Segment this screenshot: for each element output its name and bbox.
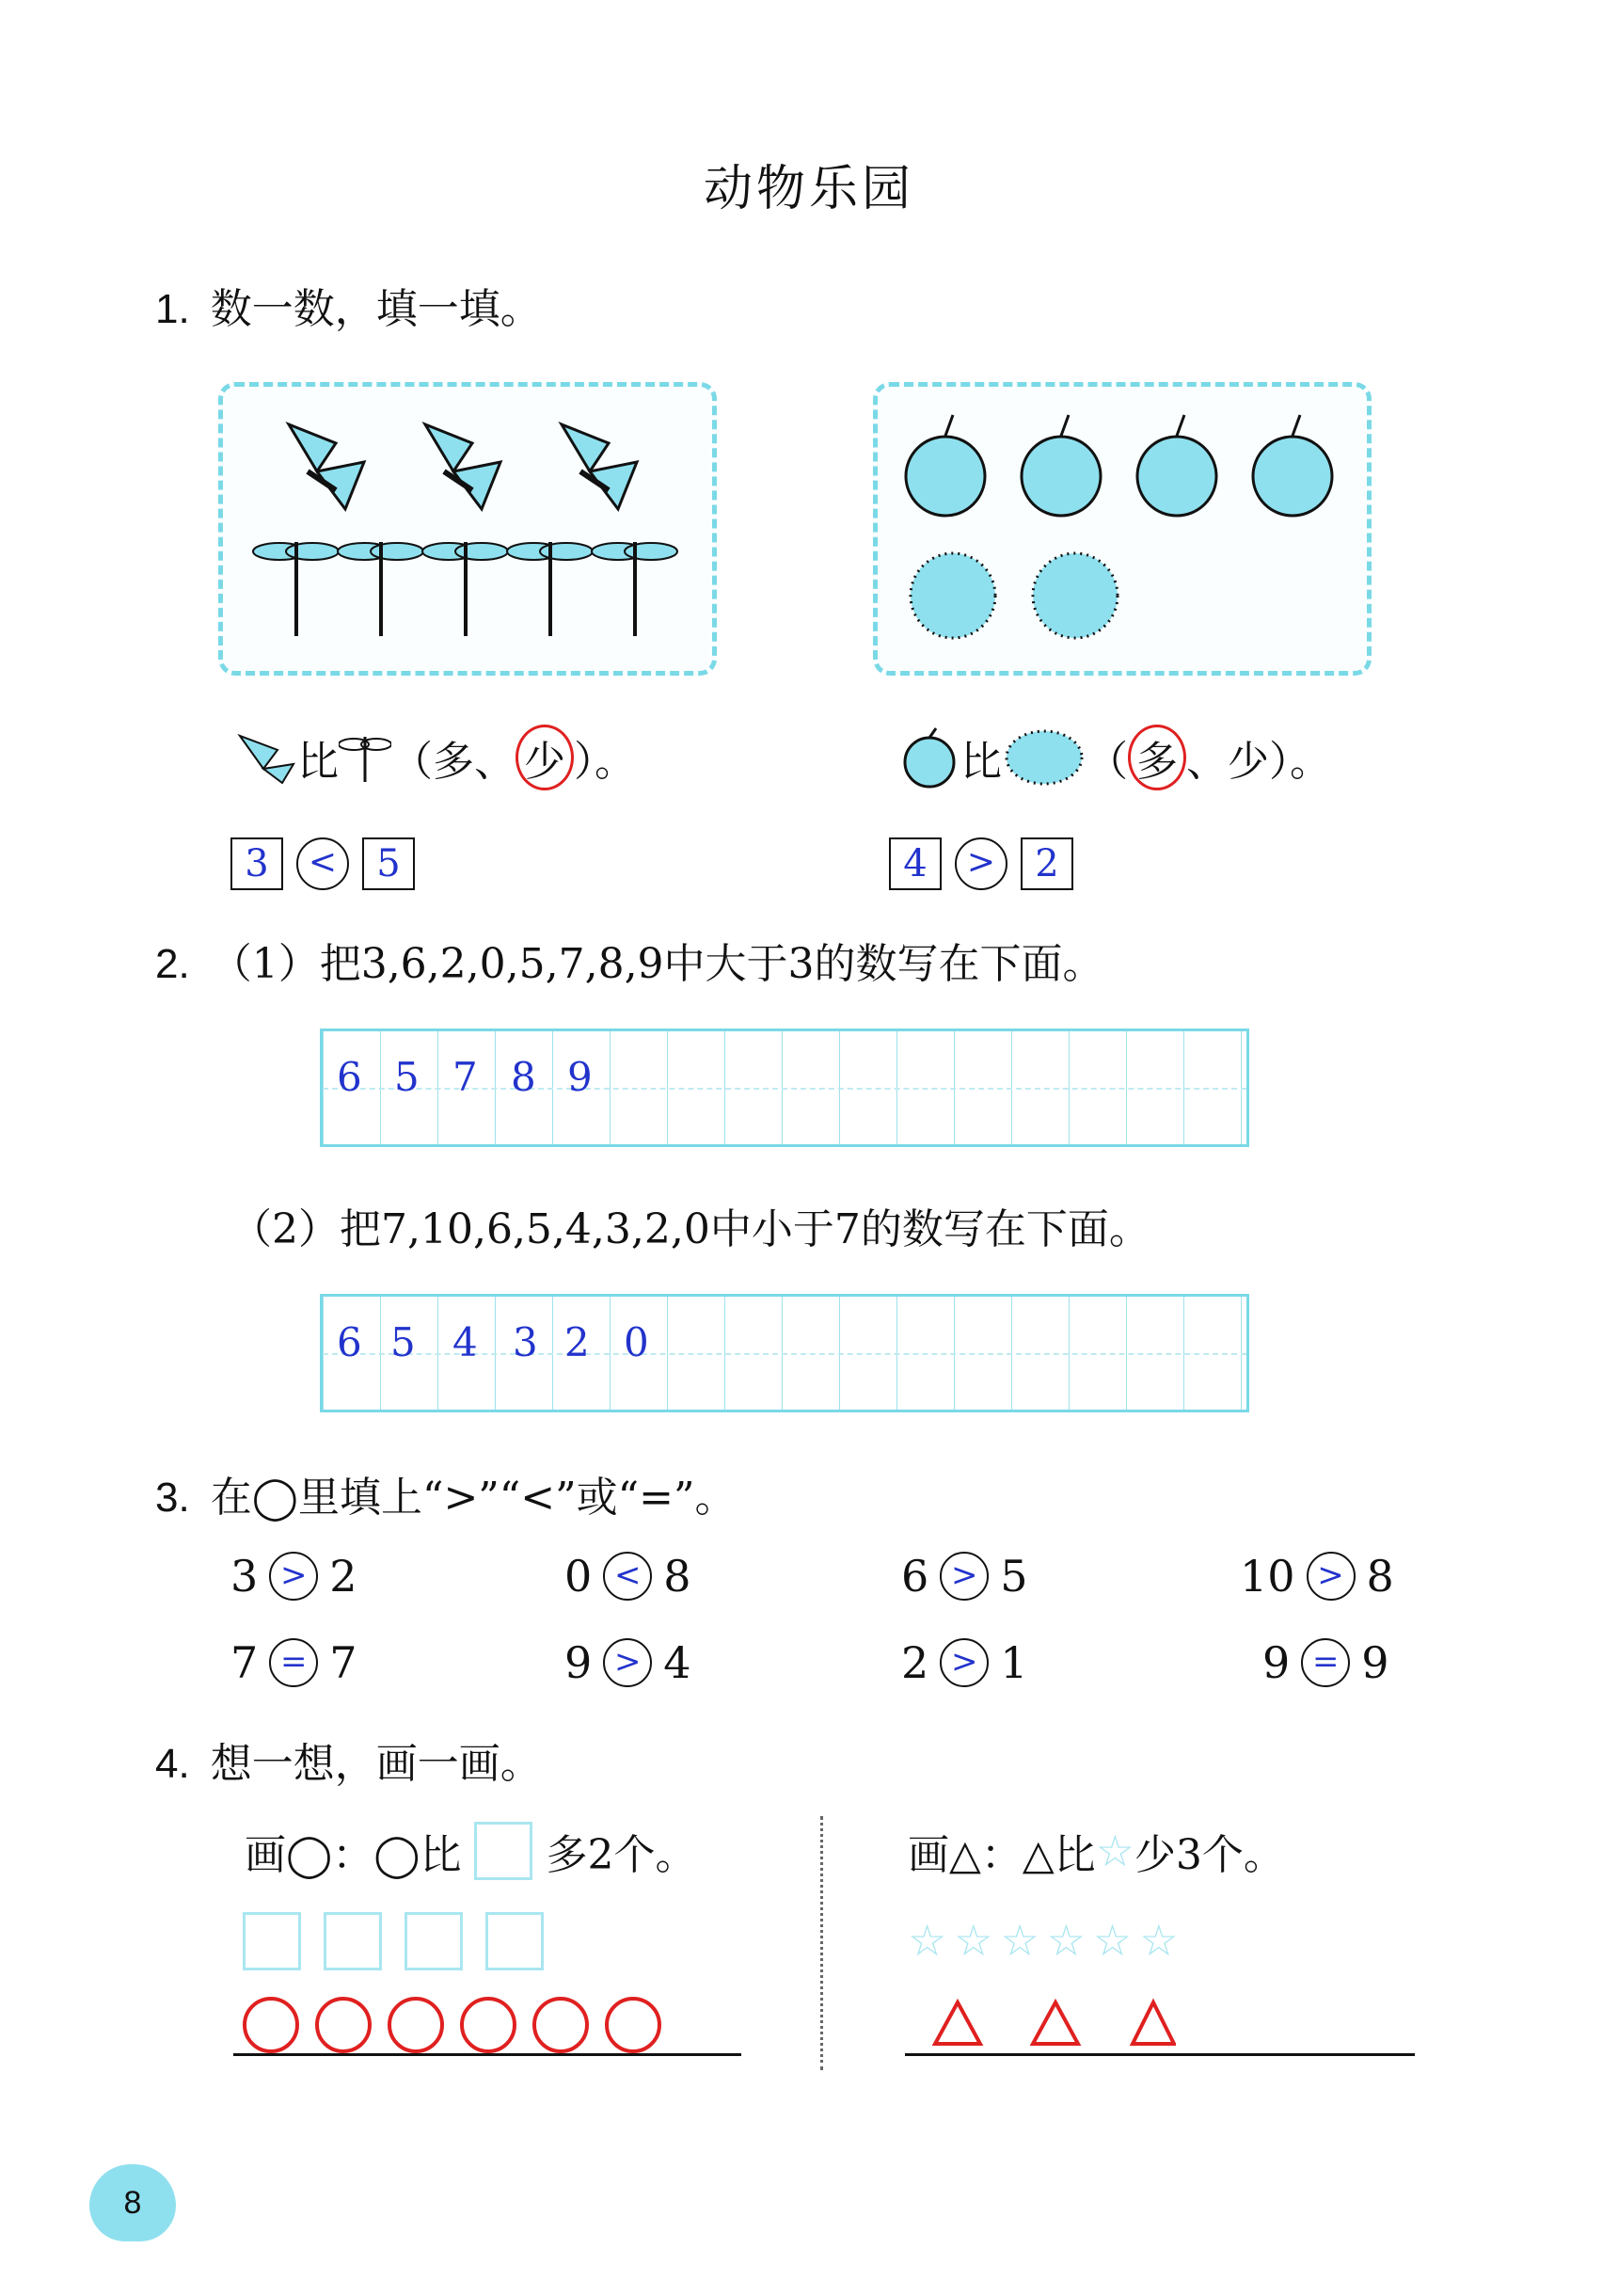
comparison-circle[interactable]: >	[1307, 1552, 1356, 1601]
compare-word: 比	[960, 738, 1002, 786]
square-icon	[485, 1912, 544, 1970]
grid-answer: 7	[452, 1054, 478, 1100]
fruit-illustration	[878, 387, 1367, 671]
comparison-item	[1240, 1551, 1394, 1602]
comparison-circle[interactable]: <	[603, 1552, 652, 1601]
answer-circle[interactable]: <	[296, 837, 349, 890]
grid-answer: 3	[513, 1319, 538, 1365]
insects-illustration	[223, 387, 712, 671]
drawn-triangle	[1133, 2002, 1174, 2044]
grid-answer: 9	[567, 1054, 593, 1100]
drawn-circle	[532, 1997, 589, 2053]
left-number: 9	[1262, 1637, 1291, 1688]
orange-icon	[911, 553, 995, 638]
comparison-circle[interactable]: >	[269, 1552, 318, 1601]
grid-answer: 6	[337, 1319, 362, 1365]
left-number: 7	[230, 1637, 259, 1688]
question-4	[155, 1730, 542, 1790]
dragonfly-icon	[339, 731, 391, 784]
right-number: 8	[1366, 1551, 1394, 1602]
grid-answer: 4	[452, 1319, 478, 1365]
question-number: 3.	[155, 1475, 190, 1521]
answer-box[interactable]: 2	[1021, 837, 1073, 890]
star-icon: ☆	[1046, 1915, 1086, 1966]
butterfly-icon	[235, 731, 297, 784]
question-prompt-part2: （2）把7,10,6,5,4,3,2,0中小于7的数写在下面。	[230, 1205, 1150, 1253]
drawn-circle	[243, 1997, 299, 2053]
comparison-statement-right	[898, 725, 1331, 790]
drawn-circle	[605, 1997, 661, 2053]
question-prompt-part1: （1）把3,6,2,0,5,7,8,9中大于3的数写在下面。	[210, 940, 1104, 988]
question-number: 4.	[155, 1741, 190, 1787]
drawn-circle	[388, 1997, 444, 2053]
comparison-item	[230, 1637, 357, 1688]
count-answer-right	[889, 837, 1073, 890]
apple-icon	[1137, 415, 1216, 516]
insect-picture-box	[218, 382, 717, 676]
star-icon: ☆	[954, 1915, 993, 1966]
comparison-circle[interactable]: =	[269, 1638, 318, 1687]
answer-grid-part2	[320, 1294, 1249, 1412]
question-number: 2.	[155, 941, 190, 987]
left-number: 0	[564, 1551, 593, 1602]
star-row	[908, 1915, 1179, 1966]
answer-box[interactable]: 5	[362, 837, 415, 890]
right-number: 8	[663, 1551, 691, 1602]
count-answer-left	[230, 837, 415, 890]
question-2	[155, 930, 1104, 990]
comparison-statement-left	[235, 725, 636, 790]
butterfly-icon	[425, 424, 500, 509]
comparison-circle[interactable]: >	[603, 1638, 652, 1687]
draw-task-left-prompt	[245, 1821, 696, 1881]
dragonfly-icon	[422, 542, 508, 636]
right-number: 5	[1000, 1551, 1028, 1602]
options-close: ）。	[1269, 738, 1331, 786]
question-1	[155, 275, 542, 335]
prompt-text: 多2个。	[546, 1831, 697, 1879]
answer-line	[233, 2053, 741, 2056]
question-prompt: 想一想，画一画。	[210, 1740, 542, 1788]
drawn-triangle	[1033, 2002, 1078, 2044]
answer-box[interactable]: 3	[230, 837, 283, 890]
grid-answer: 8	[511, 1054, 536, 1100]
option-less-selected: 少	[516, 725, 574, 790]
comparison-circle[interactable]: >	[940, 1552, 989, 1601]
answer-line	[905, 2053, 1415, 2056]
dragonfly-icon	[253, 542, 339, 636]
draw-task-right-prompt	[908, 1821, 1285, 1881]
option-more: 多	[433, 738, 474, 786]
grid-answer: 6	[337, 1054, 362, 1100]
right-number: 4	[663, 1637, 691, 1688]
comparison-circle[interactable]: >	[940, 1638, 989, 1687]
question-3	[155, 1463, 737, 1523]
dragonfly-icon	[507, 542, 593, 636]
comparison-item	[230, 1551, 357, 1602]
butterfly-icon	[562, 424, 637, 509]
dragonfly-icon	[592, 542, 677, 636]
star-icon: ☆	[1000, 1915, 1039, 1966]
left-number: 10	[1240, 1551, 1295, 1602]
options-close: ）。	[574, 738, 636, 786]
square-icon	[324, 1912, 382, 1970]
apple-icon	[898, 726, 960, 789]
left-number: 9	[564, 1637, 593, 1688]
grid-answer: 2	[564, 1319, 590, 1365]
fruit-picture-box	[873, 382, 1372, 676]
answer-circle[interactable]: >	[955, 837, 1007, 890]
page-number-badge	[89, 2164, 176, 2241]
option-more-selected: 多	[1128, 725, 1186, 790]
orange-icon	[1033, 553, 1118, 638]
page-number: 8	[123, 2185, 142, 2221]
left-number: 3	[230, 1551, 259, 1602]
square-icon	[243, 1912, 301, 1970]
comparison-item	[901, 1637, 1028, 1688]
star-icon: ☆	[1095, 1826, 1134, 1876]
column-divider	[820, 1816, 823, 2070]
grid-answer: 5	[394, 1054, 420, 1100]
comparison-circle[interactable]: =	[1301, 1638, 1350, 1687]
comparison-item	[564, 1551, 691, 1602]
right-number: 2	[329, 1551, 357, 1602]
star-icon: ☆	[908, 1915, 947, 1966]
star-icon: ☆	[1093, 1915, 1133, 1966]
orange-icon	[1002, 726, 1087, 789]
grid-answer: 0	[624, 1319, 649, 1365]
apple-icon	[906, 415, 985, 516]
question-number: 1.	[155, 286, 190, 332]
butterfly-icon	[289, 424, 364, 509]
options-open: （	[1087, 738, 1128, 786]
comparison-item	[1262, 1637, 1389, 1688]
apple-icon	[1253, 415, 1332, 516]
apple-icon	[1022, 415, 1101, 516]
question-prompt: 在◯里填上“>”“<”或“=”。	[210, 1474, 737, 1522]
drawn-triangles	[931, 1997, 1176, 2053]
drawn-circle	[460, 1997, 516, 2053]
left-number: 6	[901, 1551, 929, 1602]
option-separator: 、	[1186, 738, 1228, 786]
prompt-text: 少3个。	[1134, 1831, 1285, 1879]
question-prompt: 数一数，填一填。	[210, 285, 542, 333]
grid-answer: 5	[390, 1319, 416, 1365]
option-separator: 、	[474, 738, 516, 786]
right-number: 1	[1000, 1637, 1028, 1688]
drawn-triangle	[935, 2002, 980, 2044]
compare-word: 比	[297, 738, 339, 786]
answer-box[interactable]: 4	[889, 837, 942, 890]
comparison-item	[901, 1551, 1028, 1602]
square-icon	[474, 1822, 532, 1880]
option-less: 少	[1228, 738, 1269, 786]
answer-grid-part1	[320, 1028, 1249, 1147]
square-icon	[404, 1912, 463, 1970]
options-open: （	[391, 738, 433, 786]
prompt-text: 画◯：◯比	[245, 1831, 462, 1879]
page-title: 动物乐园	[703, 161, 914, 217]
right-number: 7	[329, 1637, 357, 1688]
right-number: 9	[1361, 1637, 1389, 1688]
left-number: 2	[901, 1637, 929, 1688]
drawn-circle	[315, 1997, 372, 2053]
prompt-text: 画△：△比	[908, 1831, 1096, 1879]
comparison-item	[564, 1637, 691, 1688]
dragonfly-icon	[338, 542, 423, 636]
star-icon: ☆	[1139, 1915, 1179, 1966]
